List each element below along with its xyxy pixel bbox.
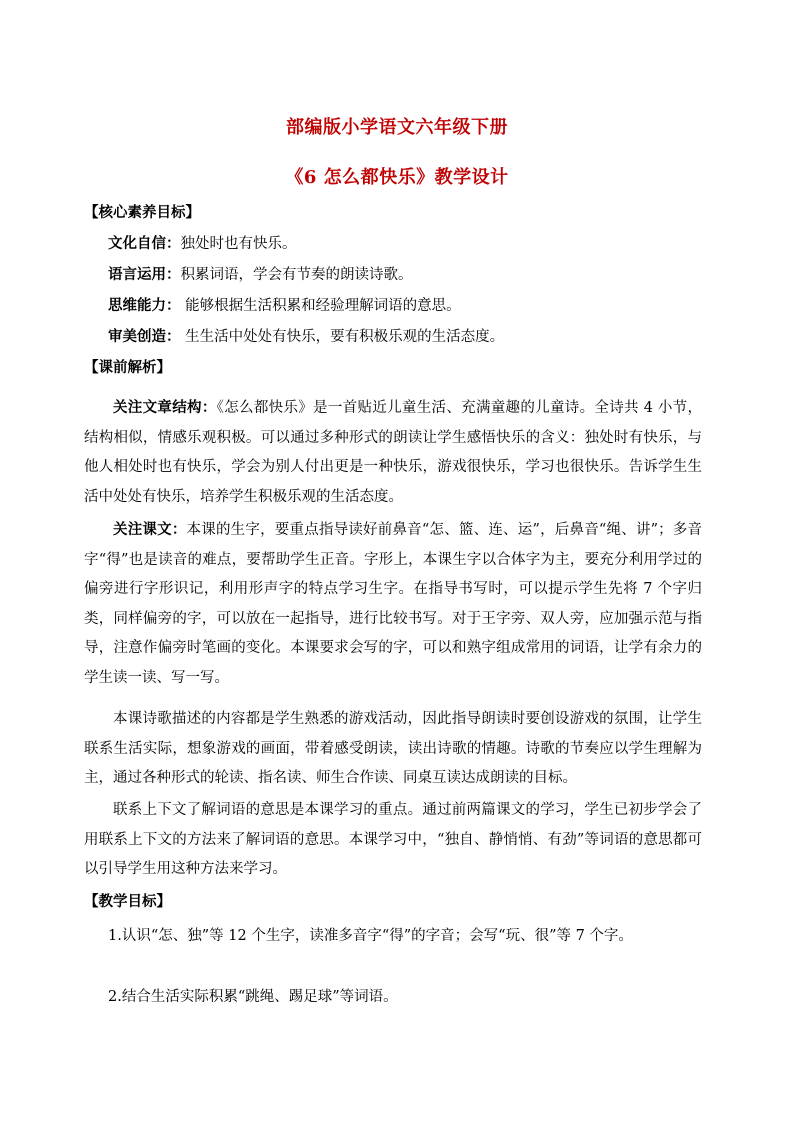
analysis-paragraph-context: [84, 796, 702, 885]
core-goal-label: 审美创造：: [108, 328, 181, 345]
core-goal-text: 独处时也有快乐。: [180, 236, 297, 252]
section-heading-core-goals: 【核心素养目标】: [84, 204, 200, 221]
document-title-grade: 部编版小学语文六年级下册: [286, 117, 508, 138]
section-heading-pre-analysis: 【课前解析】: [84, 359, 171, 376]
core-goal-text: 能够根据生活积累和经验理解词语的意思。: [180, 298, 461, 314]
core-goal-label: 文化自信：: [108, 235, 181, 252]
teaching-goal-item: 1.认识“怎、独”等 12 个生字，读准多音字“得”的字音；会写“玩、很”等 7 个字。: [108, 928, 633, 944]
paragraph-text: 本课的生字，要重点指导读好前鼻音“怎、篮、连、运”，后鼻音“绳、讲”；多音字“得”也是读音的难点，要帮助学生正音。字形上，本课生字以合体字为主，要充分利用学过的偏旁进行字形识记，利用形声字的特点学习生字。在指导书写时，可以提示学生先将 7 个字归类，同样偏旁的字，可以放在一起指导，进行比较书写。对于王字旁、双人旁，应加强示范与指导，注意作偏旁时笔画的变化。本课要求会写的字，可以和熟字组成常用的词语，让学有余力的学生读一读、写一写。: [84, 522, 702, 686]
core-goal-item: [108, 327, 504, 347]
section-heading-teaching-goals: 【教学目标】: [84, 893, 171, 910]
core-goal-item: [108, 234, 297, 254]
document-title-lesson: 《6 怎么都快乐》教学设计: [285, 167, 509, 188]
core-goal-label: 思维能力：: [108, 297, 181, 314]
analysis-paragraph-structure: [84, 393, 702, 512]
core-goal-item: [108, 265, 413, 285]
paragraph-label: 关注课文：: [113, 521, 187, 538]
teaching-goal-item: 2.结合生活实际积累“跳绳、踢足球”等词语。: [108, 989, 398, 1005]
paragraph-label: 关注文章结构：: [113, 399, 217, 416]
core-goal-item: [108, 296, 461, 316]
core-goal-text: 生生活中处处有快乐，要有积极乐观的生活态度。: [180, 329, 505, 345]
paragraph-text: 联系上下文了解词语的意思是本课学习的重点。通过前两篇课文的学习，学生已初步学会了用联系上下文的方法来了解词语的意思。本课学习中，“独自、静悄悄、有劲”等词语的意思都可以引导学生用这种方法来学习。: [84, 802, 702, 877]
analysis-paragraph-reading: [84, 705, 702, 794]
paragraph-text: 《怎么都快乐》是一首贴近儿童生活、充满童趣的儿童诗。全诗共 4 小节，结构相似，情感乐观积极。可以通过多种形式的朗读让学生感悟快乐的含义：独处时有快乐，与他人相处时也有快乐，学会为别人付出更是一种快乐，游戏很快乐，学习也很快乐。告诉学生生活中处处有快乐，培养学生积极乐观的生活态度。: [84, 400, 702, 505]
core-goal-label: 语言运用：: [108, 266, 181, 283]
core-goal-text: 积累词语，学会有节奏的朗读诗歌。: [180, 267, 413, 283]
analysis-paragraph-text: [84, 515, 702, 693]
paragraph-text: 本课诗歌描述的内容都是学生熟悉的游戏活动，因此指导朗读时要创设游戏的氛围，让学生联系生活实际，想象游戏的画面，带着感受朗读，读出诗歌的情趣。诗歌的节奏应以学生理解为主，通过各种形式的轮读、指名读、师生合作读、同桌互读达成朗读的目标。: [84, 711, 702, 786]
